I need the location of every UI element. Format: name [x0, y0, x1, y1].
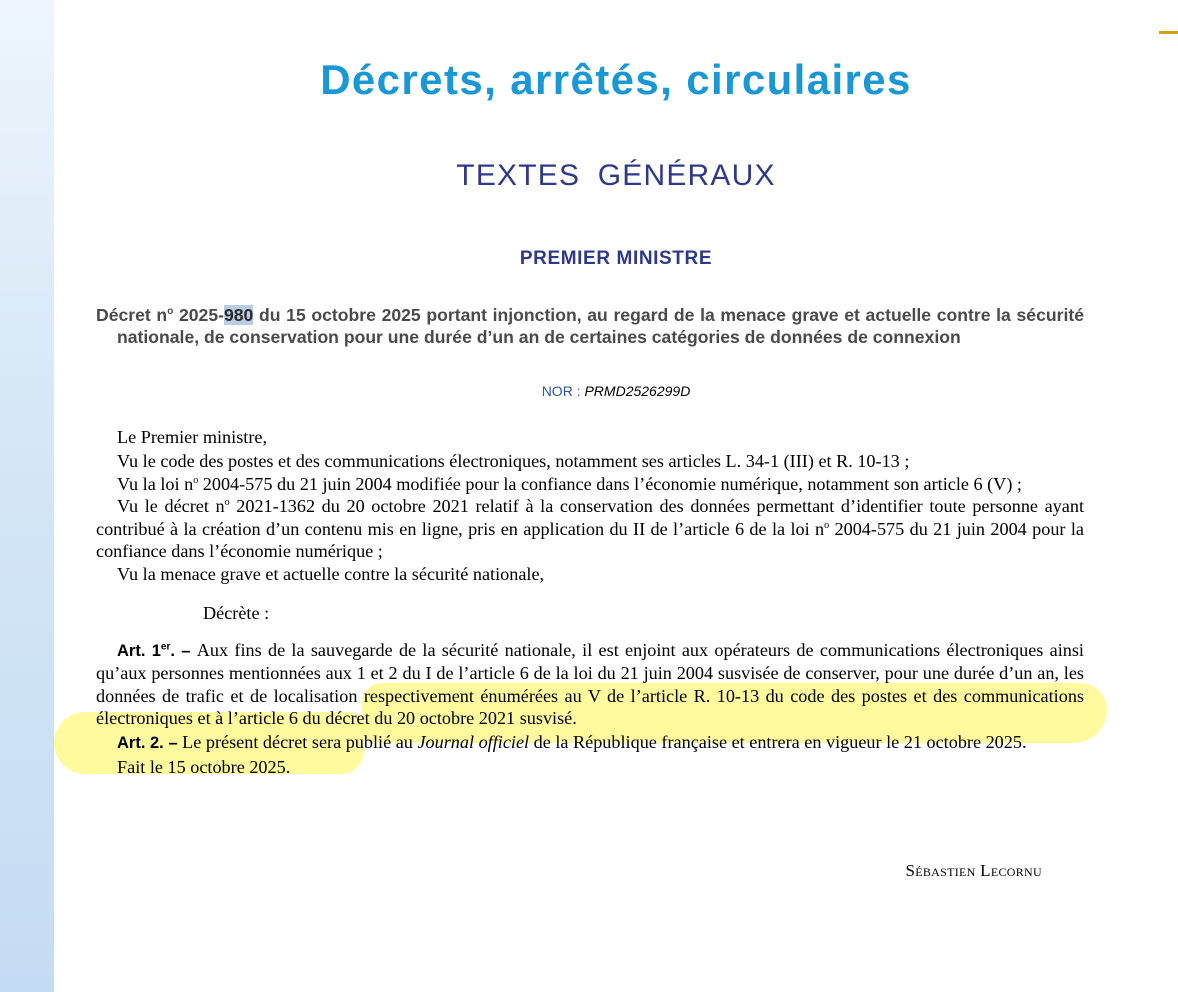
nor-line: [54, 383, 1178, 399]
article-1-label: [117, 642, 197, 660]
article-1: [96, 639, 1084, 730]
left-margin-band: [0, 0, 54, 992]
vu3-sup2: o: [824, 519, 830, 531]
article-2-text-a: Le présent décret sera publié au: [182, 732, 418, 752]
journal-officiel: Journal officiel: [417, 732, 530, 752]
nor-value: PRMD2526299D: [584, 383, 691, 399]
vu2-a: Vu la loi n: [117, 473, 194, 494]
article-2-label: Art. 2.: [117, 734, 164, 752]
decree-body: [96, 426, 1084, 779]
art2-dash: –: [163, 734, 183, 752]
intro-line: Le Premier ministre,: [117, 427, 268, 447]
vu3-sup: o: [224, 496, 230, 508]
decree-title: [96, 304, 1084, 348]
header-title: Décrets, arrêtés, circulaires: [320, 56, 912, 103]
section-title: TEXTES GÉNÉRAUX: [456, 159, 776, 192]
art1-label-text: Art. 1: [117, 641, 161, 660]
done-date: Fait le 15 octobre 2025.: [117, 757, 291, 777]
article-2-text-b: de la République française et entrera en vigueur le 21 octobre 2025.: [529, 732, 1027, 752]
vu3-c: 2004-575 du 21 juin 2004 pour la confiance dans l’économie numérique ;: [96, 518, 1084, 561]
vu2-b: 2004-575 du 21 juin 2004 modifiée pour la confiance dans l’économie numérique, notamment son article 6 (V) ;: [198, 473, 1022, 494]
decree-title-rest: du 15 octobre 2025 portant injonction, au regard de la menace grave et actuelle contre la sécurité nationale, de conservation pour une durée d’un an de certaines catégories de données de connexion: [117, 305, 1084, 347]
article-1-text-a: Aux fins de la sauvegarde de la sécurité nationale, il est enjoint aux opérateurs de communications électroniques ainsi qu’aux perso: [96, 639, 1084, 683]
article-1-highlighted-text: nnes mentionnées aux 1 et 2 du I de l’article 6 de la loi du 21 juin 2004 susvisée de conserver, pour une durée d’un an, les données de trafic et de localisation respectivement énumérées au V de l’article R. 10-13 du code des postes et des communications électroniques et à l’article 6 du décret du 20 octobre 2021 susvisé.: [96, 663, 1084, 728]
art1-dash: . –: [170, 641, 197, 660]
vu-code-postes: Vu le code des postes et des communications électroniques, notamment ses articles L. 34-1 (III) et R. 10-13 ;: [117, 451, 910, 471]
vu-decret-2021: [96, 495, 1084, 563]
article-2: [96, 731, 1084, 755]
vu3-a: Vu le décret n: [117, 496, 225, 516]
decree-title-sup: o: [167, 306, 174, 318]
vu-loi-2004: [96, 473, 1084, 496]
decree-number-selection: 980: [223, 305, 254, 325]
decree-title-year: 2025-: [173, 305, 224, 325]
decree-title-prefix: Décret n: [96, 305, 168, 325]
signature: Sébastien Lecornu: [905, 861, 1042, 880]
vu3-b: 2021-1362 du 20 octobre 2021 relatif à la conservation des données permettant d’identifier toute personne ayant contribué à la création d’un contenu mis en ligne, pris en application du II de l’article 6 de la loi n: [96, 496, 1084, 539]
nor-label: NOR :: [541, 383, 585, 399]
art1-label-sup: er: [160, 641, 171, 652]
vu2-sup: o: [193, 474, 199, 486]
ministry-heading: PREMIER MINISTRE: [519, 248, 713, 269]
page-corner-mark: [1159, 31, 1178, 34]
decrete-line: Décrète :: [203, 603, 270, 623]
vu-menace: Vu la menace grave et actuelle contre la sécurité nationale,: [117, 563, 545, 584]
